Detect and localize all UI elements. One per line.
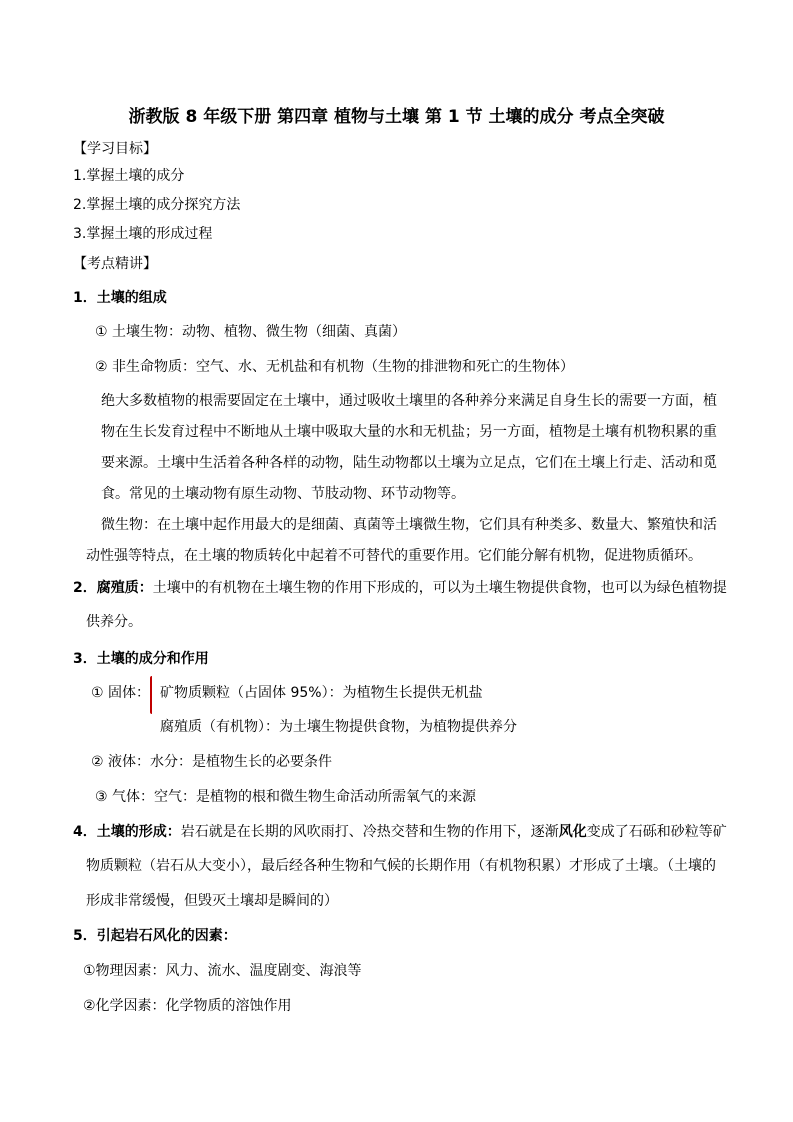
solid-humus: 腐殖质（有机物）：为土壤生物提供食物，为植物提供养分 (160, 719, 517, 735)
section-4-text-b: 变成了石砾和砂粒等矿 (586, 824, 727, 840)
section-1-para-1-line-1: 绝大多数植物的根需要固定在土壤中，通过吸收土壤里的各种养分来满足自身生长的需要一方面，植 (101, 393, 717, 409)
section-1-heading: 1．土壤的组成 (73, 290, 167, 306)
section-4-line-3: 形成非常缓慢，但毁灭土壤却是瞬间的） (86, 893, 338, 909)
section-2-text: 土壤中的有机物在土壤生物的作用下形成的，可以为土壤生物提供食物，也可以为绿色植物提 (152, 580, 727, 596)
solid-mineral: 矿物质颗粒（占固体 95%）：为植物生长提供无机盐 (160, 685, 483, 701)
section-5-heading: 5．引起岩石风化的因素： (73, 928, 237, 944)
liquid-item: ② 液体：水分：是植物生长的必要条件 (91, 754, 332, 770)
section-3-heading: 3．土壤的成分和作用 (73, 651, 209, 667)
section-5-item-1: ①物理因素：风力、流水、温度剧变、海浪等 (83, 963, 362, 979)
goal-item-3: 3.掌握土壤的形成过程 (73, 226, 213, 242)
goal-item-2: 2.掌握土壤的成分探究方法 (73, 197, 241, 213)
section-4-text-a: 岩石就是在长期的风吹雨打、冷热交替和生物的作用下，逐渐 (180, 824, 559, 840)
section-2-label: 2．腐殖质： (73, 580, 153, 596)
section-1-item-2: ② 非生命物质：空气、水、无机盐和有机物（生物的排泄物和死亡的生物体） (95, 359, 574, 375)
gas-item: ③ 气体：空气：是植物的根和微生物生命活动所需氧气的来源 (95, 789, 476, 805)
section-5-item-2: ②化学因素：化学物质的溶蚀作用 (83, 998, 292, 1014)
goals-heading: 【学习目标】 (73, 141, 157, 157)
section-4-line-2: 物质颗粒（岩石从大变小），最后经各种生物和气候的长期作用（有机物积累）才形成了土壤。（土壤的 (86, 858, 716, 874)
section-1-para-2-line-2: 动性强等特点，在土壤的物质转化中起着不可替代的重要作用。它们能分解有机物，促进物质循环。 (86, 548, 702, 564)
section-1-para-1-line-2: 物在生长发育过程中不断地从土壤中吸取大量的水和无机盐；另一方面，植物是土壤有机物积累的重 (101, 424, 717, 440)
section-1-para-1-line-4: 食。常见的土壤动物有原生动物、节肢动物、环节动物等。 (101, 486, 465, 502)
section-1-para-1-line-3: 要来源。土壤中生活着各种各样的动物，陆生动物都以土壤为立足点，它们在土壤上行走、活动和觅 (101, 455, 717, 471)
section-2-line-1 (73, 578, 727, 598)
section-4-bold-term: 风化 (558, 824, 587, 840)
page-title: 浙教版 8 年级下册 第四章 植物与土壤 第 1 节 土壤的成分 考点全突破 (128, 107, 665, 127)
brace-mark (150, 676, 156, 714)
section-4-line-1 (73, 822, 727, 842)
goal-item-1: 1.掌握土壤的成分 (73, 168, 185, 184)
points-heading: 【考点精讲】 (73, 256, 157, 272)
section-1-para-2-line-1: 微生物：在土壤中起作用最大的是细菌、真菌等土壤微生物，它们具有种类多、数量大、繁殖快和活 (101, 517, 717, 533)
section-2-line-2: 供养分。 (86, 614, 142, 630)
section-1-item-1: ① 土壤生物：动物、植物、微生物（细菌、真菌） (95, 324, 406, 340)
solid-label: ① 固体： (91, 685, 151, 701)
section-4-label: 4．土壤的形成： (73, 824, 181, 840)
